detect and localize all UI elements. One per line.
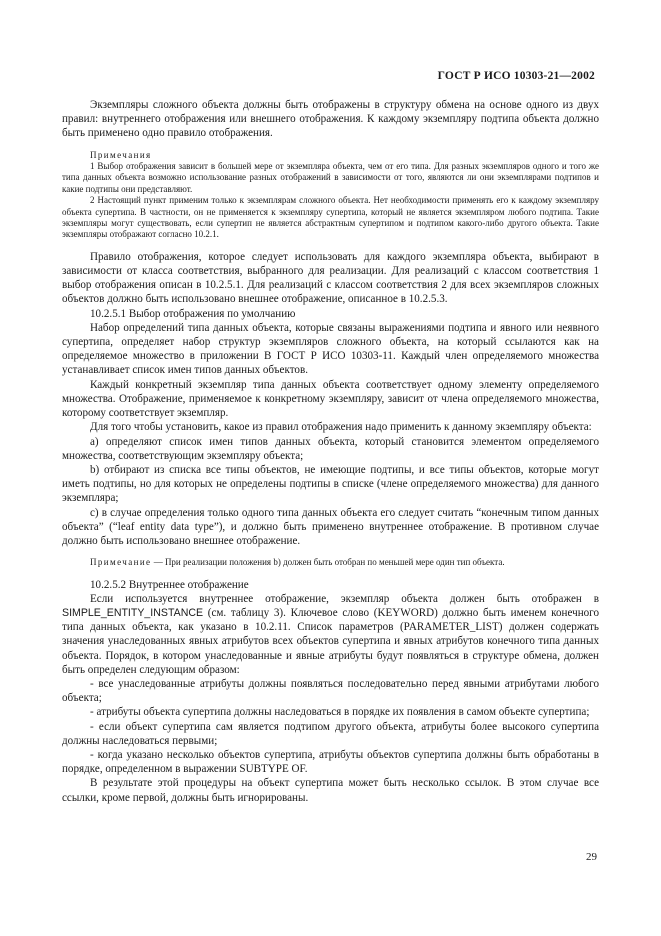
- notes-heading: Примечания: [90, 149, 152, 160]
- list-item-a: а) определяют список имен типов данных объекта, который становится элементом определяемого множества, соответствующим экземпляру объекта;: [62, 435, 599, 462]
- intro-paragraph: Экземпляры сложного объекта должны быть отображены в структуру обмена на основе одного из двух правил: внутреннего отображения или внешнего отображения. К каждому экземпляру подтипа объекта должно быть применено одно правило отображения.: [62, 99, 599, 140]
- list-item-b: b) отбирают из списка все типы объектов, не имеющие подтипы, и все типы объектов, которые могут иметь подтипы, но для которых не определены подтипы в списке (члене определяемого множества) для данного экземпляра;: [62, 463, 599, 505]
- each-paragraph: Каждый конкретный экземпляр типа данных объекта соответствует одному элементу определяемого множества. Отображение, применяемое к конкретному экземпляру, зависит от члена определяемого множества, которому соответствует экземпляр.: [62, 378, 599, 420]
- internal-mapping-text-1: Если используется внутреннее отображение, экземпляр объекта должен быть отображен в: [90, 592, 599, 605]
- internal-mapping-text-2: (см. таблицу 3). Ключевое слово (KEYWORD) должно быть именем конечного типа данных объекта, как указано в 10.2.11. Список параметров (PARAMETER_LIST) должен содержать значения унаследованных явных атрибутов всех объектов супертипа и явных атрибутов конечного типа данных объекта. Порядок, в котором унаследованные и явные атрибуты будут появляться в структуре обмена, должен быть определен следующим образом:: [62, 606, 599, 676]
- selection-intro-paragraph: Для того чтобы установить, какое из правил отображения надо применить к данному экземпляру объекта:: [90, 421, 592, 434]
- dash-item-2: - атрибуты объекта супертипа должны наследоваться в порядке их появления в самом объекте супертипа;: [90, 706, 590, 719]
- dash-item-4: - когда указано несколько объектов супертипа, атрибуты объектов супертипа должны быть обработаны в порядке, определенном в выражении SUBTYPE OF.: [62, 748, 599, 776]
- section-heading-10-2-5-1: 10.2.5.1 Выбор отображения по умолчанию: [90, 307, 296, 320]
- note-3-label: Примечание: [90, 557, 152, 568]
- dash-item-1: - все унаследованные атрибуты должны появляться последовательно перед явными атрибутами любого объекта;: [62, 677, 599, 705]
- result-paragraph: В результате этой процедуры на объект супертипа может быть несколько ссылок. В этом случае все ссылки, кроме первой, должны быть игнорированы.: [62, 777, 599, 804]
- section-heading-10-2-5-2: 10.2.5.2 Внутреннее отображение: [90, 578, 249, 591]
- note-3-block: [62, 557, 599, 568]
- document-header: ГОСТ Р ИСО 10303-21—2002: [437, 70, 595, 82]
- note-1: 1 Выбор отображения зависит в большей мере от экземпляра объекта, чем от его типа. Для разных экземпляров одного и того же типа данных объекта возможно использование разных отображений в зависимости от того, являются ли они экземплярами подтипов и какие подтипы они представляют.: [62, 161, 599, 194]
- dash-item-3: - если объект супертипа сам является подтипом другого объекта, атрибуты более высокого супертипа должны наследоваться первыми;: [62, 720, 599, 747]
- note-3: [62, 557, 599, 568]
- set-paragraph: Набор определений типа данных объекта, которые связаны выражениями подтипа и явного или неявного супертипа, определяет набор структур экземпляров сложного объекта, на который ссылаются как на определяемое множество в приложении В ГОСТ Р ИСО 10303-11. Каждый член определяемого множества устанавливает список имен типов данных объектов.: [62, 321, 599, 377]
- document-body: [62, 98, 599, 805]
- note-3-text: — При реализации положения b) должен быть отобран по меньшей мере один тип объекта.: [151, 557, 505, 568]
- notes-block: [62, 150, 599, 241]
- page-number: 29: [586, 851, 597, 863]
- note-2: 2 Настоящий пункт применим только к экземплярам сложного объекта. Нет необходимости применять его к каждому экземпляру объекта супертипа. В частности, он не применяется к экземпляру супертипа, который не является экземпляром любого подтипа. Такие экземпляры могут существовать, если супертип не является абстрактным супертипом и подтипом какого-либо другого объекта. Такие экземпляры отображают согласно 10.2.1.: [62, 195, 599, 240]
- rule-paragraph: Правило отображения, которое следует использовать для каждого экземпляра объекта, выбирают в зависимости от класса соответствия, выбранного для реализации. Для реализаций с классом соответствия 1 выбор отображения описан в 10.2.5.1. Для реализаций с классом соответствия 2 для всех экземпляров сложных объектов должно быть использовано внешнее отображение, описанное в 10.2.5.3.: [62, 250, 599, 306]
- internal-mapping-paragraph: [62, 592, 599, 677]
- list-item-c: с) в случае определения только одного типа данных объекта его следует считать “конечным типом данных объекта” (“leaf entity data type”), и должно быть применено внутреннее отображение. В противном случае должно быть использовано внешнее отображение.: [62, 506, 599, 547]
- simple-entity-instance-keyword: SIMPLE_ENTITY_INSTANCE: [62, 606, 204, 619]
